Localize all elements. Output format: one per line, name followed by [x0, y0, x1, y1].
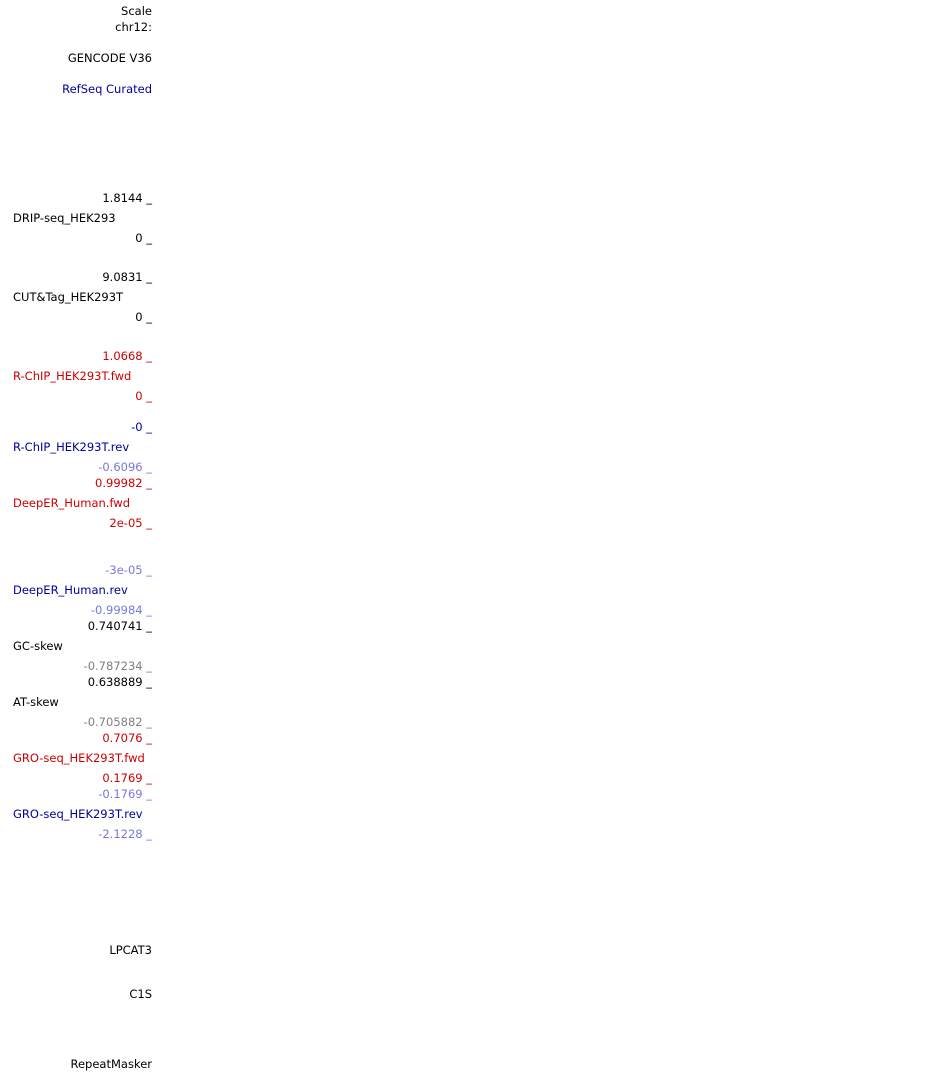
deeper-fwd-min-value: 2e-05 _: [109, 516, 152, 530]
gene-label-lpcat3[interactable]: LPCAT3: [109, 943, 152, 957]
track-label-gro-rev[interactable]: GRO-seq_HEK293T.rev: [13, 807, 143, 821]
gro-rev-max-value: -0.1769 _: [98, 787, 152, 801]
track-label-deeper-fwd[interactable]: DeepER_Human.fwd: [13, 496, 130, 510]
track-label-rchip-rev[interactable]: R-ChIP_HEK293T.rev: [13, 440, 130, 454]
gc-skew-max-value: 0.740741 _: [87, 619, 152, 633]
track-label-refseq[interactable]: RefSeq Curated: [62, 82, 152, 96]
track-label-repeatmasker[interactable]: RepeatMasker: [70, 1057, 152, 1071]
drip-max-value: 1.8144 _: [102, 191, 152, 205]
rchip-fwd-min-value: 0 _: [135, 389, 152, 403]
deeper-rev-min-value: -0.99984 _: [90, 603, 152, 617]
track-label-rchip-fwd[interactable]: R-ChIP_HEK293T.fwd: [13, 369, 132, 383]
at-skew-min-value: -0.705882 _: [83, 715, 152, 729]
gc-skew-min-value: -0.787234 _: [83, 659, 152, 673]
track-label-drip[interactable]: DRIP-seq_HEK293: [13, 211, 116, 225]
at-skew-max-value: 0.638889 _: [87, 675, 152, 689]
rchip-rev-min-value: -0.6096 _: [98, 460, 152, 474]
track-label-at-skew[interactable]: AT-skew: [13, 695, 59, 709]
deeper-rev-max-value: -3e-05 _: [105, 563, 152, 577]
gro-fwd-min-value: 0.1769 _: [102, 771, 152, 785]
scale-label: Scale: [121, 4, 152, 18]
track-label-gencode[interactable]: GENCODE V36: [67, 51, 152, 65]
cuttag-min-value: 0 _: [135, 310, 152, 324]
rchip-fwd-max-value: 1.0668 _: [102, 349, 152, 363]
cuttag-max-value: 9.0831 _: [102, 270, 152, 284]
rchip-rev-max-value: -0 _: [131, 420, 152, 434]
gro-fwd-max-value: 0.7076 _: [102, 731, 152, 745]
chromosome-label: chr12:: [115, 20, 152, 34]
gene-label-c1s[interactable]: C1S: [129, 987, 152, 1001]
deeper-fwd-max-value: 0.99982 _: [95, 476, 152, 490]
track-label-deeper-rev[interactable]: DeepER_Human.rev: [13, 583, 128, 597]
drip-min-value: 0 _: [135, 231, 152, 245]
track-label-gro-fwd[interactable]: GRO-seq_HEK293T.fwd: [13, 751, 145, 765]
track-label-gc-skew[interactable]: GC-skew: [13, 639, 63, 653]
track-label-cuttag[interactable]: CUT&Tag_HEK293T: [13, 290, 124, 304]
gro-rev-min-value: -2.1228 _: [98, 827, 152, 841]
